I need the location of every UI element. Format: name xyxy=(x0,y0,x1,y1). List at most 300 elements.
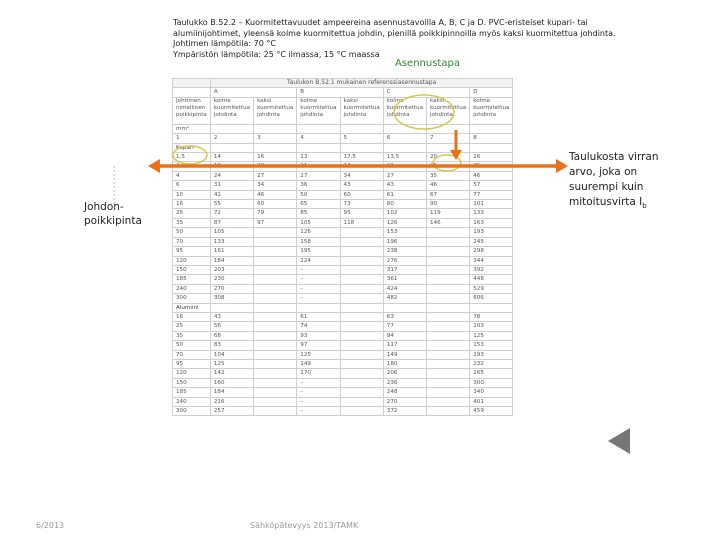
table-cell: 10 xyxy=(173,190,211,199)
cross-section-label xyxy=(84,200,142,228)
current-note-text: mitoitusvirta I xyxy=(569,196,643,208)
table-row xyxy=(173,275,513,284)
table-cell: 125 xyxy=(210,359,253,368)
table-cell: – xyxy=(297,397,340,406)
table-cell: 149 xyxy=(297,359,340,368)
table-cell xyxy=(470,303,513,312)
table-cell: – xyxy=(297,294,340,303)
table-cell: 79 xyxy=(254,209,297,218)
table-cell: 34 xyxy=(340,171,383,180)
footer-title: Sähköpätevyys 2013/TAMK xyxy=(250,521,359,530)
table-cell: 27 xyxy=(254,171,297,180)
table-row xyxy=(173,369,513,378)
table-cell: 97 xyxy=(297,341,340,350)
table-cell xyxy=(340,143,383,152)
table-cell xyxy=(427,284,470,293)
table-cell xyxy=(254,284,297,293)
table-cell: kolme kuormitettua johdinta xyxy=(210,97,253,124)
table-cell: 150 xyxy=(173,378,211,387)
table-cell xyxy=(340,294,383,303)
table-cell: – xyxy=(297,265,340,274)
header-line-3: Johtimen lämpötila: 70 °C xyxy=(173,39,276,49)
table-cell xyxy=(427,294,470,303)
table-row xyxy=(173,200,513,209)
table-cell: 55 xyxy=(210,200,253,209)
table-cell xyxy=(340,312,383,321)
table-cell: 5 xyxy=(340,134,383,143)
table-cell: 50 xyxy=(173,228,211,237)
table-cell xyxy=(254,341,297,350)
table-cell: 25 xyxy=(173,209,211,218)
table-cell xyxy=(210,143,253,152)
table-cell: 13 xyxy=(297,153,340,162)
table-cell xyxy=(427,341,470,350)
table-cell: 65 xyxy=(297,200,340,209)
table-cell: 184 xyxy=(210,256,253,265)
table-cell xyxy=(254,303,297,312)
table-cell: mm² xyxy=(173,124,211,133)
table-cell: 24 xyxy=(340,162,383,171)
table-cell: 150 xyxy=(173,265,211,274)
table-cell: 77 xyxy=(383,322,426,331)
table-cell: 203 xyxy=(210,265,253,274)
table-cell: 70 xyxy=(173,237,211,246)
table-cell: 43 xyxy=(210,312,253,321)
table-cell xyxy=(254,256,297,265)
table-cell xyxy=(383,143,426,152)
table-row xyxy=(173,256,513,265)
table-cell xyxy=(340,265,383,274)
table-cell: 459 xyxy=(470,407,513,416)
table-cell: 43 xyxy=(340,181,383,190)
table-cell xyxy=(340,331,383,340)
table-cell: 160 xyxy=(210,378,253,387)
table-cell xyxy=(254,369,297,378)
table-cell: 119 xyxy=(427,209,470,218)
table-cell: 94 xyxy=(383,331,426,340)
table-cell xyxy=(427,378,470,387)
table-cell: 26 xyxy=(470,153,513,162)
table-row xyxy=(173,331,513,340)
table-cell: 60 xyxy=(254,200,297,209)
table-cell: 68 xyxy=(210,331,253,340)
table-cell: 298 xyxy=(470,247,513,256)
table-cell: 103 xyxy=(470,322,513,331)
table-cell: 85 xyxy=(297,209,340,218)
table-cell: 300 xyxy=(173,407,211,416)
table-cell: 180 xyxy=(383,359,426,368)
table-cell: 77 xyxy=(470,190,513,199)
table-cell xyxy=(340,303,383,312)
table-cell: 61 xyxy=(297,312,340,321)
table-cell: 3 xyxy=(254,134,297,143)
table-cell: 372 xyxy=(383,407,426,416)
table-row xyxy=(173,171,513,180)
table-cell xyxy=(470,143,513,152)
table-cell: 21 xyxy=(297,162,340,171)
table-row xyxy=(173,153,513,162)
table-cell xyxy=(340,341,383,350)
table-row xyxy=(173,341,513,350)
table-cell: 50 xyxy=(173,341,211,350)
table-cell: kolme kuormitettua johdinta xyxy=(383,97,426,124)
table-cell: 14 xyxy=(210,153,253,162)
table-section-copper xyxy=(173,143,513,152)
table-cell xyxy=(173,79,211,88)
table-cell xyxy=(254,378,297,387)
table-cell xyxy=(427,228,470,237)
table-row xyxy=(173,190,513,199)
table-cell: 73 xyxy=(340,200,383,209)
table-cell xyxy=(427,397,470,406)
table-cell: 529 xyxy=(470,284,513,293)
table-cell xyxy=(340,388,383,397)
table-row xyxy=(173,237,513,246)
table-cell: 97 xyxy=(254,218,297,227)
table-cell: 63 xyxy=(383,312,426,321)
table-cell xyxy=(427,265,470,274)
table-cell: 120 xyxy=(173,256,211,265)
table-cell: Alumiini xyxy=(173,303,211,312)
table-cell: 317 xyxy=(383,265,426,274)
table-cell: 70 xyxy=(173,350,211,359)
table-cell: 87 xyxy=(210,218,253,227)
table-cell: 230 xyxy=(210,275,253,284)
table-cell: 72 xyxy=(210,209,253,218)
table-cell xyxy=(254,124,297,133)
table-cell: 133 xyxy=(470,209,513,218)
table-cell xyxy=(470,124,513,133)
table-cell: 300 xyxy=(173,294,211,303)
table-cell: 13,5 xyxy=(383,153,426,162)
table-row xyxy=(173,312,513,321)
table-cell: 50 xyxy=(297,190,340,199)
table-cell: 2 xyxy=(210,134,253,143)
table-cell: 20 xyxy=(427,153,470,162)
table-cell xyxy=(340,378,383,387)
table-cell xyxy=(427,369,470,378)
table-cell xyxy=(340,237,383,246)
table-cell: – xyxy=(297,388,340,397)
table-cell xyxy=(340,397,383,406)
table-cell: 41 xyxy=(210,190,253,199)
row-arrow-head-left xyxy=(148,159,160,173)
table-cell: 401 xyxy=(470,397,513,406)
table-cell xyxy=(254,275,297,284)
table-row xyxy=(173,181,513,190)
table-cell xyxy=(254,359,297,368)
table-cell xyxy=(173,88,211,97)
table-cell: 16 xyxy=(173,200,211,209)
table-cell: 43 xyxy=(383,181,426,190)
table-row xyxy=(173,284,513,293)
table-cell: 448 xyxy=(470,275,513,284)
table-cell: 6 xyxy=(383,134,426,143)
table-cell: 74 xyxy=(297,322,340,331)
ampacity-table-image xyxy=(172,78,513,416)
table-cell xyxy=(340,275,383,284)
table-cell: Johtimen nimellinen poikkipinta xyxy=(173,97,211,124)
table-cell: 95 xyxy=(173,359,211,368)
table-cell: 193 xyxy=(470,350,513,359)
table-cell: 117 xyxy=(383,341,426,350)
table-cell: kaksi kuormitettua johdinta xyxy=(340,97,383,124)
table-cell xyxy=(254,294,297,303)
table-cell: 4 xyxy=(173,171,211,180)
table-cell xyxy=(427,303,470,312)
table-cell: 308 xyxy=(210,294,253,303)
table-cell: 158 xyxy=(297,237,340,246)
table-cell xyxy=(254,388,297,397)
table-cell: 78 xyxy=(470,312,513,321)
table-cell: 193 xyxy=(470,228,513,237)
table-cell xyxy=(210,124,253,133)
table-cell: 185 xyxy=(173,275,211,284)
table-cell xyxy=(427,143,470,152)
table-cell xyxy=(254,312,297,321)
table-cell: 46 xyxy=(254,190,297,199)
table-cell xyxy=(254,350,297,359)
table-unit-row xyxy=(173,124,513,133)
table-row xyxy=(173,322,513,331)
asennustapa-label: Asennustapa xyxy=(395,58,460,69)
table-cell xyxy=(383,303,426,312)
table-cell: 216 xyxy=(210,397,253,406)
table-cell: 149 xyxy=(383,350,426,359)
table-cell: 34 xyxy=(254,181,297,190)
table-cell: 236 xyxy=(383,378,426,387)
table-cell: 36 xyxy=(297,181,340,190)
back-nav-button[interactable] xyxy=(606,426,632,456)
table-cell xyxy=(254,322,297,331)
cross-section-label-line-1: Johdon- xyxy=(84,201,124,213)
table-cell: kaksi kuormitettua johdinta xyxy=(427,97,470,124)
table-cell: C xyxy=(383,88,469,97)
table-cell: 163 xyxy=(470,218,513,227)
table-cell: – xyxy=(297,407,340,416)
table-cell: 126 xyxy=(297,228,340,237)
table-cell: 232 xyxy=(470,359,513,368)
table-cell: 16 xyxy=(254,153,297,162)
table-cell xyxy=(254,407,297,416)
cross-section-label-line-2: poikkipinta xyxy=(84,215,142,227)
table-cell: 19 xyxy=(210,162,253,171)
table-cell: 126 xyxy=(383,218,426,227)
table-cell xyxy=(254,265,297,274)
table-cell xyxy=(254,247,297,256)
table-cell: 1 xyxy=(173,134,211,143)
table-cell: 196 xyxy=(383,237,426,246)
table-cell: 60 xyxy=(340,190,383,199)
table-cell: B xyxy=(297,88,383,97)
table-cell xyxy=(254,397,297,406)
table-title-row xyxy=(173,79,513,88)
table-row xyxy=(173,209,513,218)
table-cell xyxy=(340,350,383,359)
table-section-aluminium xyxy=(173,303,513,312)
table-cell: 93 xyxy=(297,331,340,340)
table-cell: 125 xyxy=(470,331,513,340)
current-note-line-3: suurempi kuin xyxy=(569,181,644,193)
table-cell: 35 xyxy=(173,218,211,227)
table-cell: 142 xyxy=(210,369,253,378)
table-cell xyxy=(340,247,383,256)
table-cell: 21 xyxy=(383,162,426,171)
table-cell xyxy=(254,331,297,340)
current-note-line-1: Taulukosta virran xyxy=(569,151,659,163)
row-arrow-head-right xyxy=(556,159,568,173)
table-cell: – xyxy=(297,284,340,293)
table-cell: 361 xyxy=(383,275,426,284)
table-cell: 4 xyxy=(297,134,340,143)
table-cell xyxy=(427,407,470,416)
table-cell xyxy=(427,331,470,340)
table-cell: 146 xyxy=(427,218,470,227)
table-cell: kolme kuormitettua johdinta xyxy=(470,97,513,124)
table-cell: 27 xyxy=(297,171,340,180)
table-cell xyxy=(427,322,470,331)
table-cell: 90 xyxy=(427,200,470,209)
table-row xyxy=(173,378,513,387)
header-line-2: alumiinijohtimet, yleensä kolme kuormitettua johdin, pienillä poikkipinnoilla myös kaksi kuormitettua johdinta. xyxy=(173,28,616,38)
table-cell: 25 xyxy=(173,322,211,331)
table-cell: 270 xyxy=(210,284,253,293)
table-colnum-row xyxy=(173,134,513,143)
table-cell xyxy=(340,256,383,265)
table-cell: 224 xyxy=(297,256,340,265)
table-cell: 7 xyxy=(427,134,470,143)
header-line-1: Taulukko B.52.2 – Kuormitettavuudet ampeereina asennustavoilla A, B, C ja D. PVC-eristeiset kupari- tai xyxy=(173,18,588,27)
table-cell: – xyxy=(297,275,340,284)
table-cell: D xyxy=(470,88,513,97)
table-cell xyxy=(297,303,340,312)
table-cell xyxy=(427,350,470,359)
table-cell: 31 xyxy=(210,181,253,190)
table-cell: 105 xyxy=(297,218,340,227)
table-cell: 606 xyxy=(470,294,513,303)
table-cell: 61 xyxy=(383,190,426,199)
table-cell: 482 xyxy=(383,294,426,303)
table-cell xyxy=(427,256,470,265)
current-note-subscript: b xyxy=(642,202,647,211)
table-cell: 240 xyxy=(173,284,211,293)
table-cell: 206 xyxy=(383,369,426,378)
table-cell: 238 xyxy=(383,247,426,256)
table-cell: Kupari xyxy=(173,143,211,152)
table-cell: 104 xyxy=(210,350,253,359)
table-cell: 153 xyxy=(470,341,513,350)
ampacity-table xyxy=(172,78,513,416)
table-cell xyxy=(340,407,383,416)
table-cell: 344 xyxy=(470,256,513,265)
table-row xyxy=(173,397,513,406)
table-row xyxy=(173,359,513,368)
table-row xyxy=(173,265,513,274)
table-cell xyxy=(427,237,470,246)
table-cell: 46 xyxy=(470,171,513,180)
table-cell: 6 xyxy=(173,181,211,190)
table-cell: 8 xyxy=(470,134,513,143)
table-cell: 276 xyxy=(383,256,426,265)
table-cell: 161 xyxy=(210,247,253,256)
table-cell: 248 xyxy=(383,388,426,397)
table-methods-row xyxy=(173,88,513,97)
table-cell: 24 xyxy=(210,171,253,180)
table-cell: 392 xyxy=(470,265,513,274)
table-cell: 1,5 xyxy=(173,153,211,162)
table-row xyxy=(173,350,513,359)
table-cell: 46 xyxy=(427,181,470,190)
table-cell xyxy=(340,369,383,378)
table-cell: 95 xyxy=(340,209,383,218)
table-cell xyxy=(340,322,383,331)
table-cell: 340 xyxy=(470,388,513,397)
table-cell: 245 xyxy=(470,237,513,246)
table-cell: 16 xyxy=(173,312,211,321)
table-cell: 424 xyxy=(383,284,426,293)
back-triangle-icon xyxy=(606,426,632,456)
table-cell: 101 xyxy=(470,200,513,209)
table-cell xyxy=(340,124,383,133)
table-cell: 120 xyxy=(173,369,211,378)
table-cell: 35 xyxy=(427,171,470,180)
table-cell: 20 xyxy=(254,162,297,171)
table-cell: 102 xyxy=(383,209,426,218)
table-cell: 25 xyxy=(427,162,470,171)
header-line-4: Ympäristön lämpötila: 25 °C ilmassa, 15 °C maassa xyxy=(173,49,380,59)
current-note-line-2: arvo, joka on xyxy=(569,166,638,178)
table-cell xyxy=(210,303,253,312)
table-cell: 265 xyxy=(470,369,513,378)
slide-header xyxy=(173,18,633,60)
table-cell xyxy=(427,124,470,133)
table-cell: 27 xyxy=(383,171,426,180)
table-cell xyxy=(340,228,383,237)
table-row xyxy=(173,388,513,397)
table-cell: 170 xyxy=(297,369,340,378)
table-cell: 83 xyxy=(210,341,253,350)
table-cell xyxy=(340,284,383,293)
table-cell xyxy=(427,359,470,368)
table-cell: Taulukon B.52.1 mukainen referenssiasennustapa xyxy=(210,79,513,88)
table-cell: 184 xyxy=(210,388,253,397)
table-cell: 57 xyxy=(470,181,513,190)
table-cell: A xyxy=(210,88,296,97)
table-row xyxy=(173,218,513,227)
table-cell: 300 xyxy=(470,378,513,387)
table-cell xyxy=(427,388,470,397)
table-cell xyxy=(254,228,297,237)
table-cell xyxy=(254,143,297,152)
table-cell: 35 xyxy=(470,162,513,171)
table-cell: 133 xyxy=(210,237,253,246)
table-cell: 185 xyxy=(173,388,211,397)
table-cell xyxy=(297,124,340,133)
table-cell: 35 xyxy=(173,331,211,340)
table-cell: 17,5 xyxy=(340,153,383,162)
table-cell: 118 xyxy=(340,218,383,227)
table-row xyxy=(173,228,513,237)
table-cell xyxy=(254,237,297,246)
table-cell: 195 xyxy=(297,247,340,256)
table-cell: 105 xyxy=(210,228,253,237)
table-row xyxy=(173,162,513,171)
table-cell xyxy=(383,124,426,133)
table-row xyxy=(173,407,513,416)
table-cell: kaksi kuormitettua johdinta xyxy=(254,97,297,124)
table-cell: 257 xyxy=(210,407,253,416)
table-cell: 270 xyxy=(383,397,426,406)
